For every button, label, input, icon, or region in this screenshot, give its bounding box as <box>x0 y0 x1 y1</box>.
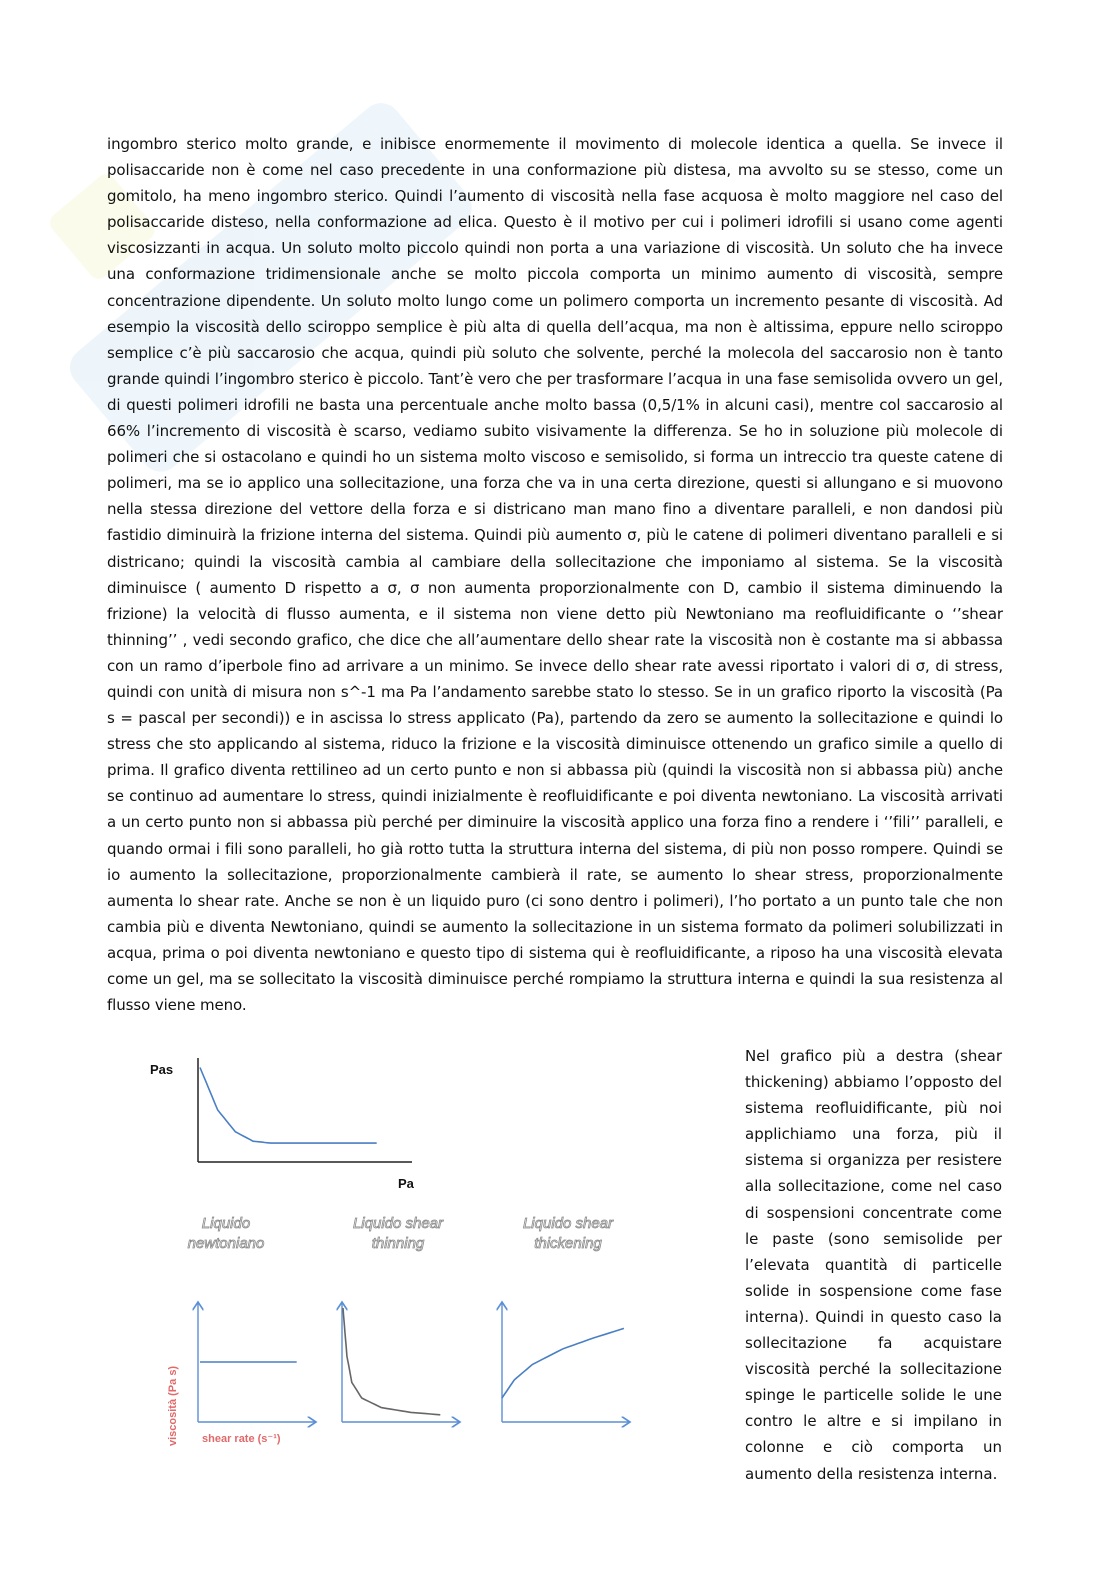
chart-top-xlabel: Pa <box>398 1176 414 1191</box>
title-newtoniano-1: Liquido <box>201 1215 251 1232</box>
chart-newtoniano <box>167 1302 316 1446</box>
newt-ylabel: viscosità (Pa s) <box>167 1365 179 1446</box>
chart-thickening <box>502 1302 630 1422</box>
thin-curve <box>343 1308 440 1415</box>
chart-top-ylabel: Pas <box>150 1062 174 1077</box>
figures <box>130 1040 650 1460</box>
newt-xlabel: shear rate (s⁻¹) <box>202 1433 281 1445</box>
title-thinning-1: Liquido shear <box>352 1215 444 1232</box>
side-paragraph: Nel grafico più a destra (shear thickening) abbiamo l’opposto del sistema reofluidificante, più noi applichiamo una forza, più il sistema si organizza per resistere alla sollecitazione, come nel caso di sospensioni concentrate come le paste (sono semisolide per l’elevata quantità di particelle solide in sospensione come fase interna). Quindi in questo caso la sollecitazione fa acquistare viscosità perché la sollecitazione spinge le particelle solide le une contro le altre e si impilano in colonne e ciò comporta un aumento della resistenza interna. <box>745 1047 1002 1483</box>
title-thinning-2: thinning <box>371 1235 425 1252</box>
title-thickening-2: thickening <box>534 1235 602 1252</box>
chart-top-curve <box>200 1068 377 1144</box>
chart-top <box>150 1058 415 1191</box>
title-thickening-1: Liquido shear <box>522 1215 614 1232</box>
thick-curve <box>502 1328 624 1398</box>
main-paragraph: ingombro sterico molto grande, e inibisce enormemente il movimento di molecole identica a quella. Se invece il polisaccaride non è come nel caso precedente in una conformazione più distesa, ma avvolto su se stesso, come un gomitolo, ha meno ingombro sterico. Quindi l’aumento di viscosità nella fase acquosa è molto maggiore nel caso del polisaccaride disteso, nella conformazione ad elica. Questo è il motivo per cui i polimeri idrofili si usano come agenti viscosizzanti in acqua. Un soluto molto piccolo quindi non porta a una variazione di viscosità. Un soluto che ha invece una conformazione tridimensionale anche se molto piccola comporta un minimo aumento di viscosità, sempre concentrazione dipendente. Un soluto molto lungo come un polimero comporta un incremento pesante di viscosità. Ad esempio la viscosità dello sciroppo semplice è più alta di quella dell’acqua, ma non è altissima, eppure nello sciroppo semplice c’è più saccarosio che acqua, quindi più soluto che solvente, perché la molecola del saccarosio non è tanto grande quindi l’ingombro sterico è piccolo. Tant’è vero che per trasformare l’acqua in una fase semisolida ovvero un gel, di questi polimeri idrofili ne basta una percentuale anche molto bassa (0,5/1% in alcuni casi), mentre col saccarosio al 66% l’incremento di viscosità è scarso, vediamo subito visivamente la differenza. Se ho in soluzione più molecole di polimeri che si ostacolano e quindi ho un sistema molto viscoso e semisolido, si forma un intreccio tra queste catene di polimeri, ma se io applico una sollecitazione, una forza che va in una certa direzione, questi si allungano e si muovono nella stessa direzione del vettore della forza e si districano man mano fino a diventare paralleli, e non dandosi più fastidio diminuirà la frizione interna del sistema. Quindi più aumento σ, più le catene di polimeri diventano paralleli e si districano; quindi la viscosità cambia al cambiare della sollecitazione che imponiamo al sistema. Se la viscosità diminuisce ( aumento D rispetto a σ, σ non aumenta proporzionalmente con D, cambio il sistema diminuendo la frizione) la velocità di flusso aumenta, e il sistema non viene detto più Newtoniano ma reofluidificante o ‘’shear thinning’’ , vedi secondo grafico, che dice che all’aumentare dello shear rate la viscosità non è costante ma si abbassa con un ramo d’iperbole fino ad arrivare a un minimo. Se invece dello shear rate avessi riportato i valori di σ, di stress, quindi con unità di misura non s^-1 ma Pa l’andamento sarebbe stato lo stesso. Se in un grafico riporto la viscosità (Pa s = pascal per secondi)) e in ascissa lo stress applicato (Pa), partendo da zero se aumento la sollecitazione e quindi lo stress che sto applicando al sistema, riduco la frizione e la viscosità diminuisce ottenendo un grafico simile a quello di prima. Il grafico diventa rettilineo ad un certo punto e non si abbassa più (quindi la viscosità non si abbassa più) anche se continuo ad aumentare lo stress, quindi inizialmente è reofluidificante e poi diventa newtoniano. La viscosità arrivati a un certo punto non si abbassa più perché per diminuire la viscosità applico una forza fino a rendere i ‘’fili’’ paralleli, e quando ormai i fili sono paralleli, ho già rotto tutta la struttura interna del sistema, di più non posso rompere. Quindi se io aumento la sollecitazione, proporzionalmente cambierà il rate, se aumento lo shear stress, proporzionalmente aumenta lo shear rate. Anche se non è un liquido puro (ci sono dentro i polimeri), l’ho portato a un punto tale che non cambia più e diventa Newtoniano, quindi se aumento la sollecitazione in un sistema formato da polimeri solubilizzati in acqua, prima o poi diventa newtoniano e questo tipo di sistema qui è reofluidificante, a riposo ha una viscosità elevata come un gel, ma se sollecitato la viscosità diminuisce perché rompiamo la struttura interna e quindi la sua resistenza al flusso viene meno. <box>107 135 1003 1015</box>
chart-thinning <box>342 1302 460 1422</box>
title-newtoniano-2: newtoniano <box>187 1235 265 1252</box>
